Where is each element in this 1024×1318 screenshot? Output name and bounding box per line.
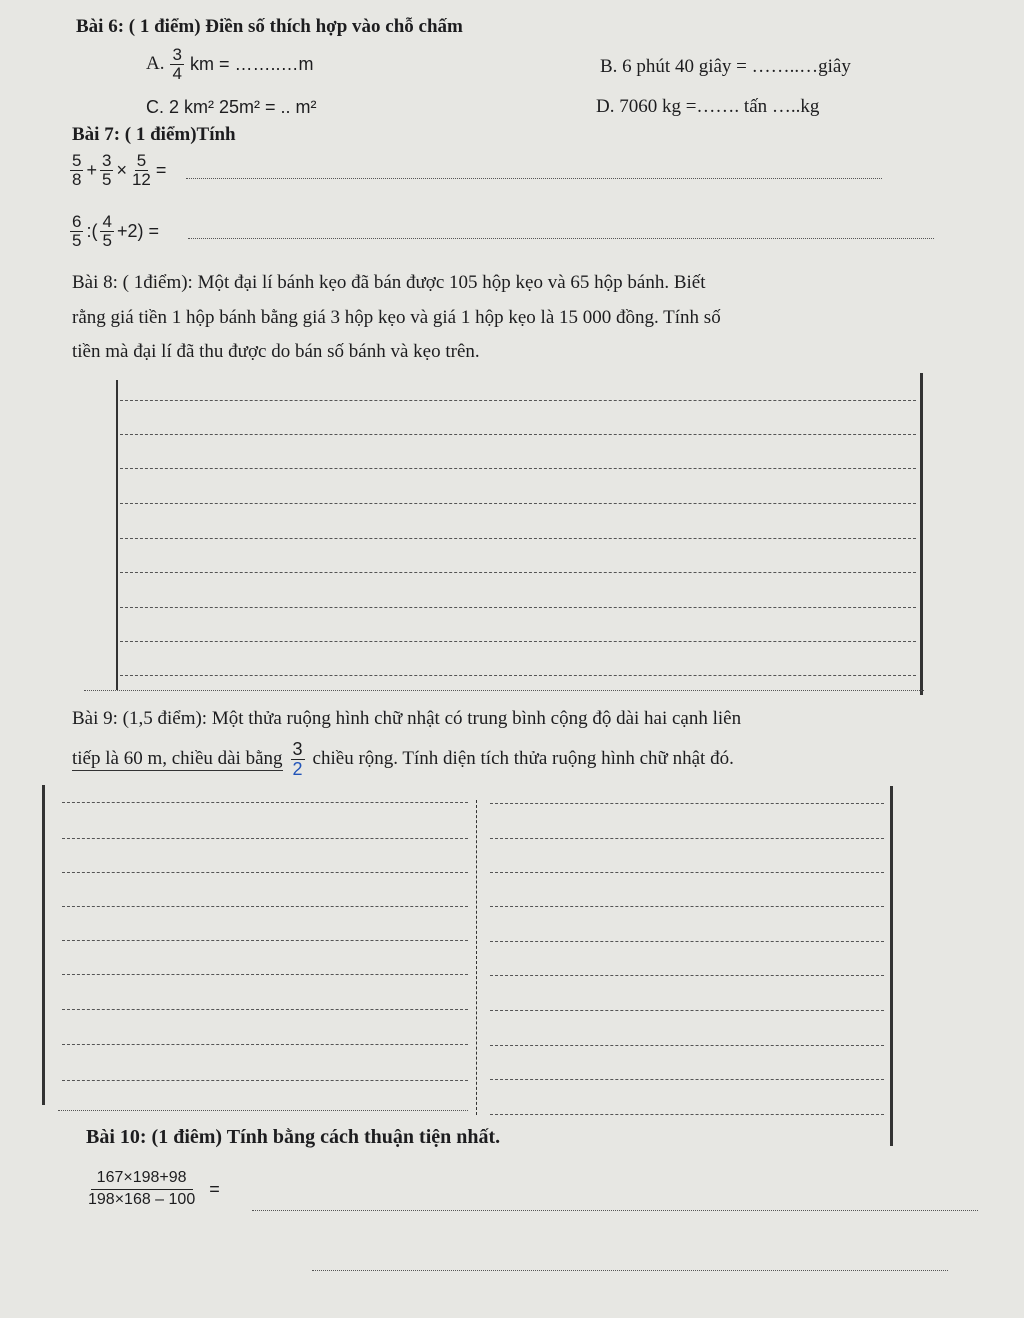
- bai7-e1-frac2-num: 3: [101, 151, 112, 170]
- bai9-fraction-num: 3: [292, 739, 303, 759]
- bai9-box-right-border: [890, 786, 893, 1146]
- bai8-answer-line[interactable]: [120, 607, 916, 608]
- bai8-answer-line[interactable]: [120, 503, 916, 504]
- bai8-box-bottom: [84, 690, 924, 691]
- bai7-expression-1: [70, 152, 166, 189]
- bai8-box-left-border: [116, 380, 118, 690]
- bai7-e1-frac3: [130, 152, 153, 189]
- bai7-e2-frac2-num: 4: [102, 212, 112, 231]
- bai7-e2-rest: +2) =: [116, 220, 159, 241]
- bai10-equals: =: [209, 1178, 220, 1199]
- bai9-box-bottom: [58, 1110, 468, 1111]
- bai7-e1-frac1-den: 8: [72, 169, 82, 189]
- bai7-e2-divide: :(: [86, 220, 98, 241]
- bai9-left-answer-line[interactable]: [62, 974, 468, 975]
- bai7-e2-frac2-den: 5: [102, 230, 112, 250]
- bai9-left-answer-line[interactable]: [62, 1044, 468, 1045]
- bai8-line-3: tiền mà đại lí đã thu được do bán số bánh và kẹo trên.: [72, 341, 480, 362]
- bai9-right-answer-line[interactable]: [490, 906, 884, 907]
- bai8-answer-line[interactable]: [120, 572, 916, 573]
- bai7-e1-equals: =: [155, 159, 167, 180]
- bai9-fraction-den: 2: [292, 758, 303, 779]
- bai8-line-1: Bài 8: ( 1điểm): Một đại lí bánh kẹo đã bán được 105 hộp kẹo và 65 hộp bánh. Biết: [72, 272, 706, 293]
- bai6-title: Bài 6: ( 1 điểm) Điền số thích hợp vào chỗ chấm: [76, 16, 463, 37]
- bai7-e2-frac1: [70, 213, 83, 250]
- bai7-e2-frac2: [100, 213, 113, 250]
- bai9-left-answer-line[interactable]: [62, 1009, 468, 1010]
- bai9-line-2-start: tiếp là 60 m, chiều dài bằng: [72, 747, 283, 769]
- bai9-left-answer-line[interactable]: [62, 906, 468, 907]
- bai9-line-2: [72, 740, 734, 779]
- bai6-a-fraction: [170, 46, 183, 83]
- bai7-title: Bài 7: ( 1 điểm)Tính: [72, 124, 236, 145]
- bai9-left-answer-line[interactable]: [62, 940, 468, 941]
- bai8-answer-line[interactable]: [120, 400, 916, 401]
- bai6-a-label: A.: [146, 53, 165, 75]
- bai9-column-divider: [476, 800, 477, 1115]
- bai7-e1-frac1-num: 5: [72, 151, 82, 170]
- bai10-answer-line-2[interactable]: [312, 1270, 948, 1271]
- bai9-left-answer-line[interactable]: [62, 802, 468, 803]
- bai7-e1-frac2: [100, 152, 113, 189]
- bai7-e1-frac3-den: 12: [131, 169, 151, 189]
- bai10-numerator: 167×198+98: [91, 1170, 193, 1190]
- bai6-a-denominator: 4: [172, 63, 182, 83]
- bai8-answer-line[interactable]: [120, 641, 916, 642]
- bai7-answer-line-2[interactable]: [188, 238, 934, 239]
- bai8-answer-line[interactable]: [120, 434, 916, 435]
- bai7-e2-frac1-den: 5: [72, 230, 82, 250]
- bai7-e2-frac1-num: 6: [72, 212, 82, 231]
- bai8-box-right-border: [920, 373, 923, 695]
- bai9-right-answer-line[interactable]: [490, 1045, 884, 1046]
- bai10-fraction: [84, 1170, 199, 1209]
- bai9-right-answer-line[interactable]: [490, 975, 884, 976]
- bai7-e1-frac3-num: 5: [136, 151, 147, 170]
- bai9-left-answer-line[interactable]: [62, 838, 468, 839]
- bai7-e1-frac2-den: 5: [101, 169, 112, 189]
- bai9-right-answer-line[interactable]: [490, 1010, 884, 1011]
- bai6-item-b[interactable]: B. 6 phút 40 giây = ……..…giây: [600, 56, 851, 77]
- bai10-expression: [84, 1170, 220, 1209]
- bai10-title: Bài 10: (1 điêm) Tính bằng cách thuận tiện nhất.: [86, 1126, 501, 1148]
- bai8-answer-line[interactable]: [120, 538, 916, 539]
- bai7-e1-times: ×: [116, 159, 127, 180]
- bai9-right-answer-line[interactable]: [490, 1114, 884, 1115]
- bai9-left-answer-line[interactable]: [62, 1080, 468, 1081]
- bai8-answer-line[interactable]: [120, 675, 916, 676]
- bai9-left-answer-line[interactable]: [62, 872, 468, 873]
- bai9-fraction: [291, 740, 305, 779]
- bai7-expression-2: [70, 213, 159, 250]
- bai9-right-answer-line[interactable]: [490, 1079, 884, 1080]
- bai9-line-2-end: chiều rộng. Tính diện tích thửa ruộng hình chữ nhật đó.: [312, 748, 734, 770]
- bai6-a-text[interactable]: km = ……..…m: [189, 53, 314, 74]
- bai9-right-answer-line[interactable]: [490, 941, 884, 942]
- bai8-line-2: rằng giá tiền 1 hộp bánh bằng giá 3 hộp kẹo và giá 1 hộp kẹo là 15 000 đồng. Tính số: [72, 307, 721, 328]
- bai6-a-numerator: 3: [172, 45, 182, 64]
- bai9-right-answer-line[interactable]: [490, 872, 884, 873]
- bai9-line-1: Bài 9: (1,5 điểm): Một thửa ruộng hình chữ nhật có trung bình cộng độ dài hai cạnh liên: [72, 708, 742, 729]
- bai10-answer-line-1[interactable]: [252, 1210, 978, 1211]
- bai7-e1-frac1: [70, 152, 83, 189]
- bai8-answer-line[interactable]: [120, 468, 916, 469]
- bai9-box-left-border: [42, 785, 45, 1105]
- bai6-item-c[interactable]: C. 2 km² 25m² = .. m²: [146, 97, 317, 117]
- bai6-item-d[interactable]: D. 7060 kg =……. tấn …..kg: [596, 96, 820, 117]
- bai7-answer-line-1[interactable]: [186, 178, 882, 179]
- bai9-right-answer-line[interactable]: [490, 803, 884, 804]
- bai10-denominator: 198×168 – 100: [88, 1190, 196, 1208]
- bai7-e1-plus: +: [86, 159, 97, 180]
- bai6-item-a: [146, 46, 313, 83]
- bai9-right-answer-line[interactable]: [490, 838, 884, 839]
